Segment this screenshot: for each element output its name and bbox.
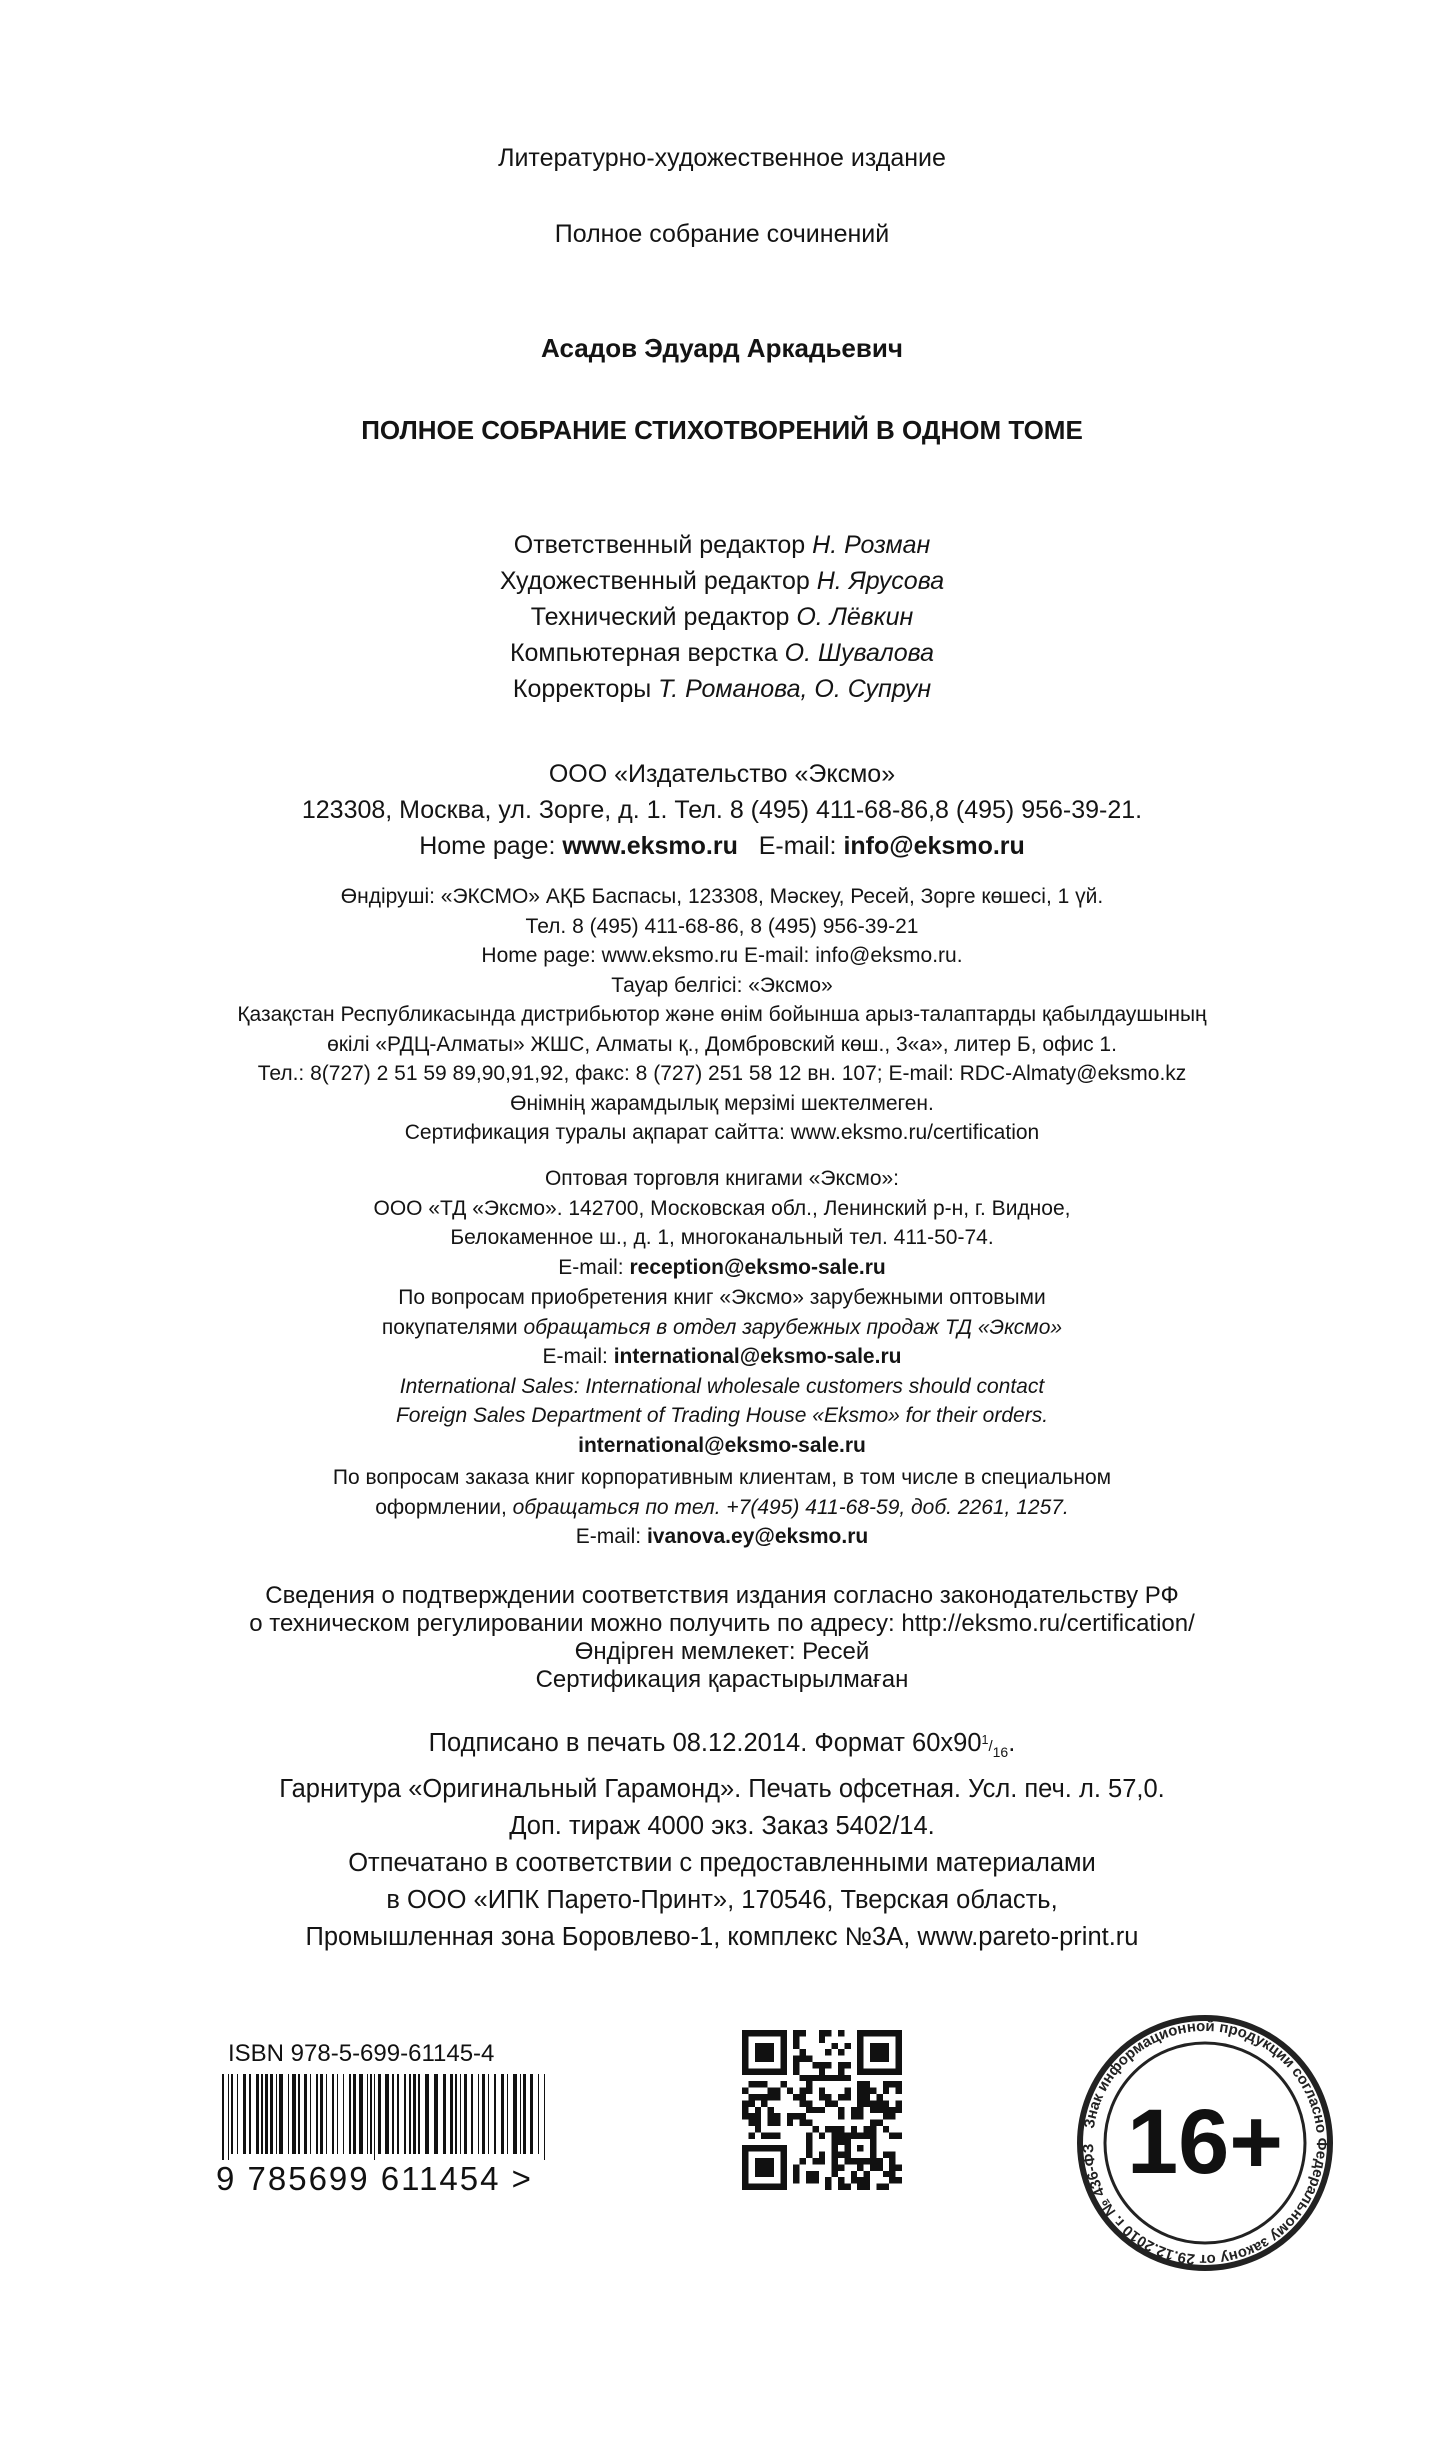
print-format: Подписано в печать 08.12.2014. Формат $60х90^1/_{16}$.	[428, 1729, 1016, 1760]
author-name: Асадов Эдуард Аркадьевич	[541, 333, 903, 363]
age-badge-ring-text: Знак информационной продукции согласно Федеральному закону от 29.12.2010 г. № 436-ФЗ	[1079, 2017, 1331, 2269]
corporate-clients-info: По вопросам заказа книг корпоративным клиентам, в том числе в специальном оформлении, обращаться по тел. +7(495) 411-68-59, доб. 2261, 1257. E-mail: ivanova.ey@eksmo.ru	[332, 1466, 1112, 1548]
publisher-contacts: Home page: www.eksmo.ru E-mail: info@eksmo.ru	[419, 832, 1025, 860]
book-title: ПОЛНОЕ СОБРАНИЕ СТИХОТВОРЕНИЙ В ОДНОМ ТОМЕ	[361, 415, 1083, 445]
kazakh-manufacturer-info: Өндіруші: «ЭКСМО» АҚБ Баспасы, 123308, Мәскеу, Ресей, Зорге көшесі, 1 үй. Тел. 8 (495) 411-68-86, 8 (495) 956-39-21 Home page: www.eksmo.ru E-mail: info@eksmo.ru. Тауар белгісі: «Эксмо» Қазақстан Республикасында дистрибьютор және өнім бойынша арыз-талаптарды қабылдаушының өкілі «РДЦ-Алматы» ЖШС, Алматы қ., Домбровский көш., 3«а», литер Б, офис 1. Тел.: 8(727) 2 51 59 89,90,91,92, факс: 8 (727) 251 58 12 вн. 107; E-mail: RDC-Almaty@eksmo.kz Өнімнің жарамдылық мерзімі шектелмеген. Сертификация туралы ақпарат сайтта: www.eksmo.ru/certification	[237, 885, 1207, 1144]
wholesale-info: Оптовая торговля книгами «Эксмо»: ООО «ТД «Эксмо». 142700, Московская обл., Ленинский р-н, г. Видное, Белокаменное ш., д. 1, многоканальный тел. 411-50-74. E-mail: reception@eksmo-sale.ru	[373, 1167, 1071, 1279]
credit-line: Ответственный редактор Н. Розман	[513, 531, 931, 559]
qr-code	[742, 2030, 902, 2195]
publisher-name: ООО «Издательство «Эксмо»	[548, 760, 896, 788]
certification-info: Сведения о подтверждении соответствия издания согласно законодательству РФ о техническом регулировании можно получить по адресу: http://eksmo.ru/certification/ Өндірген мемлекет: Ресей Сертификация қарастырылмаған	[249, 1582, 1195, 1693]
isbn-number: ISBN 978-5-699-61145-4	[228, 2040, 495, 2067]
print-info: Подписано в печать 08.12.2014. Формат $60х90^1/_{16}$. Гарнитура «Оригинальный Гарамонд». Печать офсетная. Усл. печ. л. 57,0. Доп. тираж 4000 экз. Заказ 5402/14. Отпечатано в соответствии с предоставленными материалами в ООО «ИПК Парето-Принт», 170546, Тверская область, Промышленная зона Боровлево-1, комплекс №3А, www.pareto-print.ru	[0, 1722, 1444, 1956]
credit-line: Технический редактор О. Лёвкин	[530, 603, 914, 631]
series-name: Полное собрание сочинений	[554, 220, 890, 248]
credits	[0, 527, 1444, 707]
credit-line: Компьютерная верстка О. Шувалова	[509, 639, 935, 667]
age-rating-badge	[1075, 2013, 1335, 2278]
foreign-sales-info: По вопросам приобретения книг «Эксмо» зарубежными оптовыми покупателями обращаться в отдел зарубежных продаж ТД «Эксмо» E-mail: international@eksmo-sale.ru International Sales: International wholesale customers should contact Foreign Sales Department of Trading House «Eksmo» for their orders. international@eksmo-sale.ru	[381, 1286, 1063, 1457]
barcode-digits: 9 785699 611454 >	[216, 2160, 533, 2197]
edition-type: Литературно-художественное издание	[498, 144, 946, 172]
publisher-address: 123308, Москва, ул. Зорге, д. 1. Тел. 8 (495) 411-68-86,8 (495) 956-39-21.	[301, 796, 1143, 824]
barcode-bars	[216, 2074, 561, 2160]
credit-line: Художественный редактор Н. Ярусова	[499, 567, 945, 595]
age-rating-label: 16+	[1126, 2091, 1284, 2193]
isbn-barcode	[216, 2040, 576, 2198]
credit-line: Корректоры Т. Романова, О. Супрун	[512, 675, 932, 703]
publisher-info	[0, 756, 1444, 864]
